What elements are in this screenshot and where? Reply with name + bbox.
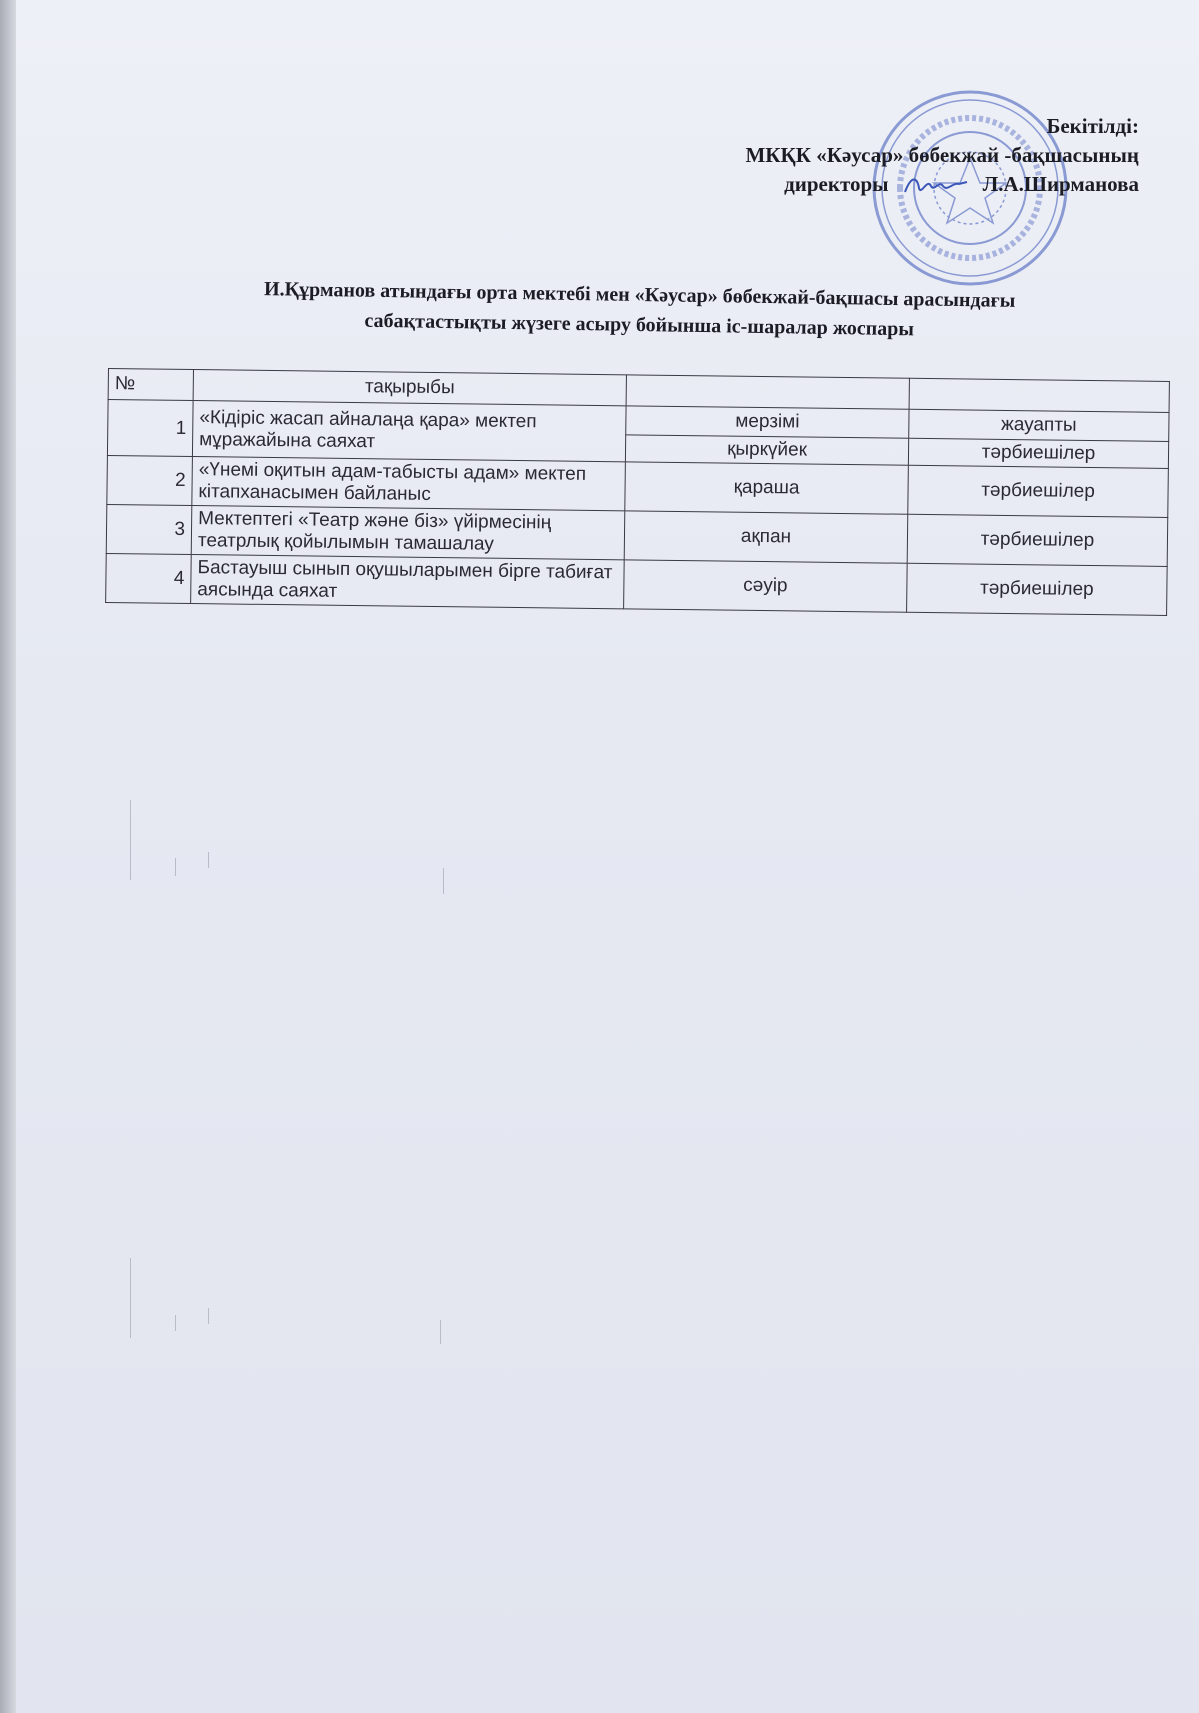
- show-through-mark: [130, 800, 131, 880]
- row-number: 3: [106, 504, 192, 554]
- approval-block: [745, 112, 1139, 199]
- header-responsible-empty: [909, 378, 1169, 412]
- row-topic: Бастауыш сынып оқушыларымен бірге табиғат аясында саяхат: [191, 555, 625, 609]
- show-through-mark: [130, 1258, 131, 1338]
- row-term: сәуір: [624, 560, 908, 612]
- row-number: 4: [106, 553, 192, 603]
- title-line-1: И.Құрманов атындағы орта мектебі мен «Кәусар» бөбекжай-бақшасы арасындағы: [263, 278, 1016, 312]
- show-through-mark: [443, 868, 444, 894]
- director-signature: [901, 172, 971, 198]
- show-through-mark: [208, 1308, 209, 1324]
- row-number: 1: [107, 400, 193, 457]
- approval-organization: МКҚК «Кәусар» бөбекжай -бақшасының: [745, 143, 1139, 167]
- header-number: №: [108, 369, 193, 401]
- row-responsible: тәрбиешілер: [907, 563, 1168, 615]
- row-number: 2: [107, 455, 193, 505]
- row-responsible: тәрбиешілер: [907, 514, 1168, 566]
- header-term-empty: [626, 375, 909, 409]
- approval-director-title: директоры: [784, 172, 889, 196]
- row-term: ақпан: [624, 511, 908, 563]
- header-topic: тақырыбы: [193, 370, 626, 406]
- row-responsible: тәрбиешілер: [908, 438, 1168, 468]
- row-topic: «Үнемі оқитын адам-табысты адам» мектеп кітапханасымен байланыс: [192, 457, 626, 511]
- header-responsible: жауапты: [909, 409, 1169, 441]
- show-through-mark: [208, 852, 209, 868]
- page-edge-shadow: [0, 0, 16, 1713]
- row-term: қыркүйек: [625, 435, 908, 465]
- show-through-mark: [175, 1315, 176, 1331]
- approval-director-line: [745, 170, 1139, 199]
- row-topic: Мектептегі «Театр және біз» үйірмесінің театрлық қойылымын тамашалау: [191, 506, 625, 560]
- row-term: қараша: [625, 462, 909, 514]
- approval-label: Бекітілді:: [1046, 114, 1139, 138]
- row-topic: «Кідіріс жасап айналаңа қара» мектеп мұражайына саяхат: [192, 401, 626, 462]
- approval-director-name: Л.А.Ширманова: [982, 172, 1139, 196]
- show-through-mark: [175, 858, 176, 876]
- title-line-2: сабақтастықты жүзеге асыру бойынша іс-шаралар жоспары: [364, 309, 915, 341]
- document-title: [129, 272, 1150, 348]
- header-term: мерзімі: [626, 406, 909, 438]
- show-through-mark: [440, 1320, 441, 1344]
- activity-plan-table: [105, 368, 1170, 616]
- row-responsible: тәрбиешілер: [908, 465, 1169, 517]
